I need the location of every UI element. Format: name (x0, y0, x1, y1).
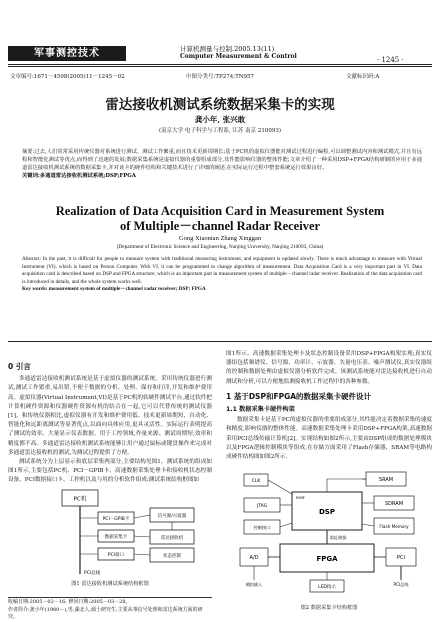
fig2-ad-label: A/D (249, 555, 259, 561)
fig2-addr-data-label: 地址/数据 (330, 535, 347, 540)
fig1-instruments-label: 信号源/示波器 (157, 514, 187, 519)
abstract-chinese-text: 摘要:过去,人们常常采用传统仪器对系统进行测试、测试工作繁重,而且技术更新周期长;基于PC机的虚拟仪器能对测试过程进行编程,可以调整测试内容和测试模式,并且有远程和智能化测试等优点,而得到了迅速的发展;数据采集系统是虚拟仪器的重要组成部分,其性能影响仪器的整体性能;文章介绍了一种采用DSP+FPGA结构研制的应用于多通道雷达接收机测试系统的数据采集卡,并对该卡的硬件结构和关键技术进行了详细的阐述,在实际运行过程中整套系统运行效果良好。 (22, 149, 422, 171)
footnote (8, 597, 212, 622)
section-1-heading: 1 基于DSP和FPGA的数据采集卡硬件设计 (226, 391, 372, 401)
fig2-dsp-label: DSP (319, 508, 335, 516)
fig1-daq-label: 数据采集卡 (104, 535, 128, 540)
figure-2-caption: 图2 数据采集卡结构框图 (300, 605, 358, 611)
fig2-control-label: 控制接口 (253, 525, 271, 530)
fig2-ad-input-label: 模拟输入 (246, 582, 262, 587)
fig1-gpib-label: PCI－GPIB卡 (102, 517, 130, 522)
fig2-emif-label: EMIF (296, 495, 305, 500)
figure-2-diagram (236, 468, 426, 602)
authors-chinese: 龚小年, 张兴敢 (194, 115, 246, 124)
fig1-bus-label: PCI总线 (84, 571, 101, 576)
fig1-control-label: 状态控制 (163, 554, 181, 559)
section-0-paragraph-1: 多通道雷达接收机测试系统是基于虚拟仪器的测试系统。采用传统仪器进行测试,测试工作繁重,易出错,不便于数据的分析、处理、保存和打印,开发和维护费用高。虚拟仪器(Virtual Instrument,VI)是基于PC机的软硬件测试平台,通过软件把计算机硬件资源和仪器硬件资源有机的结合在一起,它可以代替传统的测试仪器[1]。和传统仪器相比,虚拟仪器有开发和维护费用低、技术更新周期短、自动化、智能化和远距离测试等显著优点,以面向具体应用,更具灵活性。实际运行表明提高了测试的效率、大量显示仪表数据、用于工控领域,作量来源、测试周期短,效率和精度都不高。多通道雷达接收机测试系统能够让用户通过鼠标或键盘操作来完成对多通道雷达接收机的测试,为测试过程提供了方便。 (8, 376, 212, 456)
section-1-1-paragraph: 数据采集卡是基于PC的虚拟仪器的重要组成部分,其性能决定着数据采集的速度和精度,影响仪器的整体性能。高速数据采集处理卡采用DSP+FPGA构架,高速数据采用PCI总线传输计算机[2]。实现结构如图2所示,主要由DSP组成的数据处理模块以及FPGA逻辑控制模块等组成,在存储方面采用了Flash存储器、SRAM等电路构成硬件结构图如图2所示。 (226, 417, 432, 461)
journal-name-english: Computer Measurement & Control (180, 53, 297, 60)
left-column (8, 360, 212, 486)
fig1-pc-label: PC机 (73, 496, 87, 503)
affiliation-english: (Department of Electronic Science and Engineering, Nanjing University, Nanjing 210093, China) (116, 244, 324, 250)
keywords-chinese: 关键词:多通道雷达接收机测试系统;DSP;FPGA (22, 173, 136, 179)
fig2-jtag-label: JTAG (256, 504, 268, 509)
fig2-clock-label: CLK (251, 479, 261, 484)
fig2-leds-label: LED指示 (318, 585, 336, 590)
abstract-chinese (22, 148, 422, 180)
abstract-english-text: Abstract: In the past, it is difficult for people to measure system with traditional measuring instrument, and equipment is updated slowly. There is much advantage to measure with Virtual Instrument (VI), which is based on Person Computer. With VI, it can be programmed to change algorithm of measurement. Data Acquisition Card is a very important part in VI. Data acquisition card is described based on DSP and FPGA structure, which is an important part in measurement system of multiple－channel radar receiver. Realization of the data acquisition card is introduced in details, and the whole system works well. (22, 256, 422, 285)
journal-name: 计算机测量与控制.2005.13(11) (180, 45, 275, 53)
right-intro-paragraph: 图1所示。高速数据采集处理卡及状态控制设备采用DSP+FPGA构架实现;真实仪器组包括频谱仪、信号源、功率计、示波器、矢量电压表、噪声测试仪,真实仪器组的控制和数据处理由虚拟仪器分析软件完成。该测试系统能对雷达接收机进行自动测试和分析,可以方便地监测接收机工作过程中的各种参数。 (226, 351, 432, 385)
abstract-divider (8, 341, 432, 342)
fig2-sdram-label: SDRAM (384, 501, 404, 507)
fig2-flash-label: Flash Memory (379, 524, 409, 529)
abstract-english (22, 256, 422, 294)
footnote-dates: 收稿日期:2005－02－16; 修回日期:2005－03－28。 (8, 599, 131, 605)
figure-1-diagram (60, 486, 210, 578)
fig2-pci-label: PCI (397, 555, 405, 561)
title-english (0, 204, 440, 234)
document-code: 文献标识码:A (346, 74, 380, 80)
fig2-pci-bus-label: PCI总线 (393, 582, 409, 587)
footnote-author: 作者简介:龚小年(1980－),男,湖北人,硕士研究生,主要从事信号处理和雷达系统方面的研究。 (8, 606, 203, 620)
fig2-sram-label: SRAM (378, 477, 394, 483)
section-0-paragraph-2: 测试系统分为上层显示和底层采集两部分,主要结构见图1。测试系统的组成如图1所示,主要包括PC机、PCI－GPIB卡、高速数据采集处理卡和接收机状态控制设备、PCI数据接口卡、工控机以及与用的分析软件组成;测试系统结构框图如 (8, 459, 212, 484)
figure-1-caption: 图1 雷达接收机测试系统结构框图 (71, 581, 149, 587)
fig2-fpga-label: FPGA (316, 555, 338, 563)
header-rule-thin (8, 66, 432, 67)
affiliation-chinese: (南京大学 电子科学与工程系, 江苏 南京 210093) (158, 128, 282, 134)
title-english-line1: Realization of Data Acquisition Card in Measurement System (55, 204, 385, 218)
title-english-line2: of Multiple－channel Radar Receiver (119, 219, 321, 233)
page-number: · 1245 · (377, 56, 404, 64)
journal-section-badge: 军事测控技术 (8, 46, 126, 61)
title-chinese: 雷达接收机测试系统数据采集卡的实现 (105, 97, 335, 113)
clc-number: 中图分类号:TP274;TN957 (186, 74, 255, 80)
keywords-english: Key words: measurement system of multiple－channel radar receiver; DSP; FPGA (22, 286, 206, 293)
fig1-pci-interface-label: PCI接口 (107, 553, 125, 558)
section-1-1-heading: 1.1 数据采集卡硬件构架 (226, 406, 295, 414)
fig1-receiver-label: 雷达接收机 (160, 536, 184, 541)
right-column (226, 350, 432, 462)
article-number: 文章编号:1671－4598(2005)11－1245－02 (10, 74, 125, 80)
header-rule (8, 64, 432, 65)
authors-english: Gong Xiaonian Zhang Xinggan (178, 235, 262, 242)
section-0-heading: 0 引言 (8, 362, 31, 371)
